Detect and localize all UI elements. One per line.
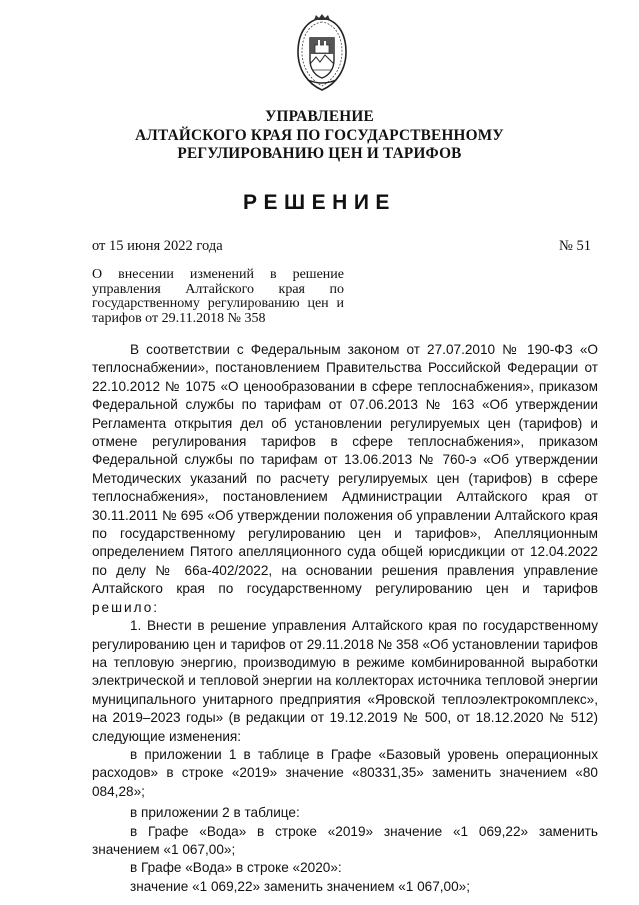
agency-line-2: АЛТАЙСКОГО КРАЯ ПО ГОСУДАРСТВЕННОМУ [135, 126, 504, 144]
document-subject: О внесении изменений в решение управления Алтайского края по государственному регулированию цен и тарифов от 29.11.2018 № 358 [92, 267, 344, 326]
change-1-paragraph: в приложении 1 в таблице в Графе «Базовый уровень операционных расходов» в строке «2019» значение «80331,35» заменить значением «80 084,28»; [92, 746, 598, 799]
coat-of-arms-icon [292, 14, 352, 94]
document-number: № 51 [559, 238, 591, 254]
change-2-intro: в приложении 2 в таблице: [130, 805, 300, 821]
preamble-paragraph [92, 341, 598, 617]
preamble-verb: решило: [92, 599, 160, 615]
document-type-title: РЕШЕНИЕ [243, 191, 396, 214]
change-2b-intro: в Графе «Вода» в строке «2020»: [130, 860, 342, 876]
item-1-paragraph: 1. Внести в решение управления Алтайского края по государственному регулированию цен и тарифов от 29.11.2018 № 358 «Об установлении тарифов на тепловую энергию, производимую в режиме комбинированной выработки электрической и тепловой энергии на коллекторах источника тепловой энергии муниципального унитарного предприятия «Яровской теплоэлектрокомплекс», на 2019–2023 годы» (в редакции от 19.12.2019 № 500, от 18.12.2020 № 512) следующие изменения: [92, 618, 598, 744]
preamble-text: В соответствии с Федеральным законом от 27.07.2010 № 190-ФЗ «О теплоснабжении», постановлением Правительства Российской Федерации от 22.10.2012 № 1075 «О ценообразовании в сфере теплоснабжения», приказом Федеральной службы по тарифам от 07.06.2013 № 163 «Об утверждении Регламента открытия дел об установлении регулируемых цен (тарифов) и отмене регулирования тарифов в сфере теплоснабжения», приказом Федеральной службы по тарифам от 13.06.2013 № 760-э «Об утверждении Методических указаний по расчету регулируемых цен (тарифов) в сфере теплоснабжения», постановлением Администрации Алтайского края от 30.11.2011 № 695 «Об утверждении положения об управлении Алтайского края по государственному регулированию цен и тарифов», Апелляционным определением Пятого апелляционного суда общей юрисдикции от 12.04.2022 по делу № 66а-402/2022, на основании решения правления управление Алтайского края по государственному регулированию цен и тарифов [92, 342, 598, 597]
document-date: от 15 июня 2022 года [92, 238, 223, 254]
document-body [92, 341, 598, 896]
change-2b-paragraph: значение «1 069,22» заменить значением «1 067,00»; [130, 878, 471, 894]
agency-line-3: РЕГУЛИРОВАНИЮ ЦЕН И ТАРИФОВ [177, 145, 462, 162]
agency-line-1: УПРАВЛЕНИЕ [265, 108, 374, 125]
agency-name [0, 108, 639, 164]
change-2a-paragraph: в Графе «Вода» в строке «2019» значение «1 069,22» заменить значением «1 067,00»; [92, 823, 598, 857]
